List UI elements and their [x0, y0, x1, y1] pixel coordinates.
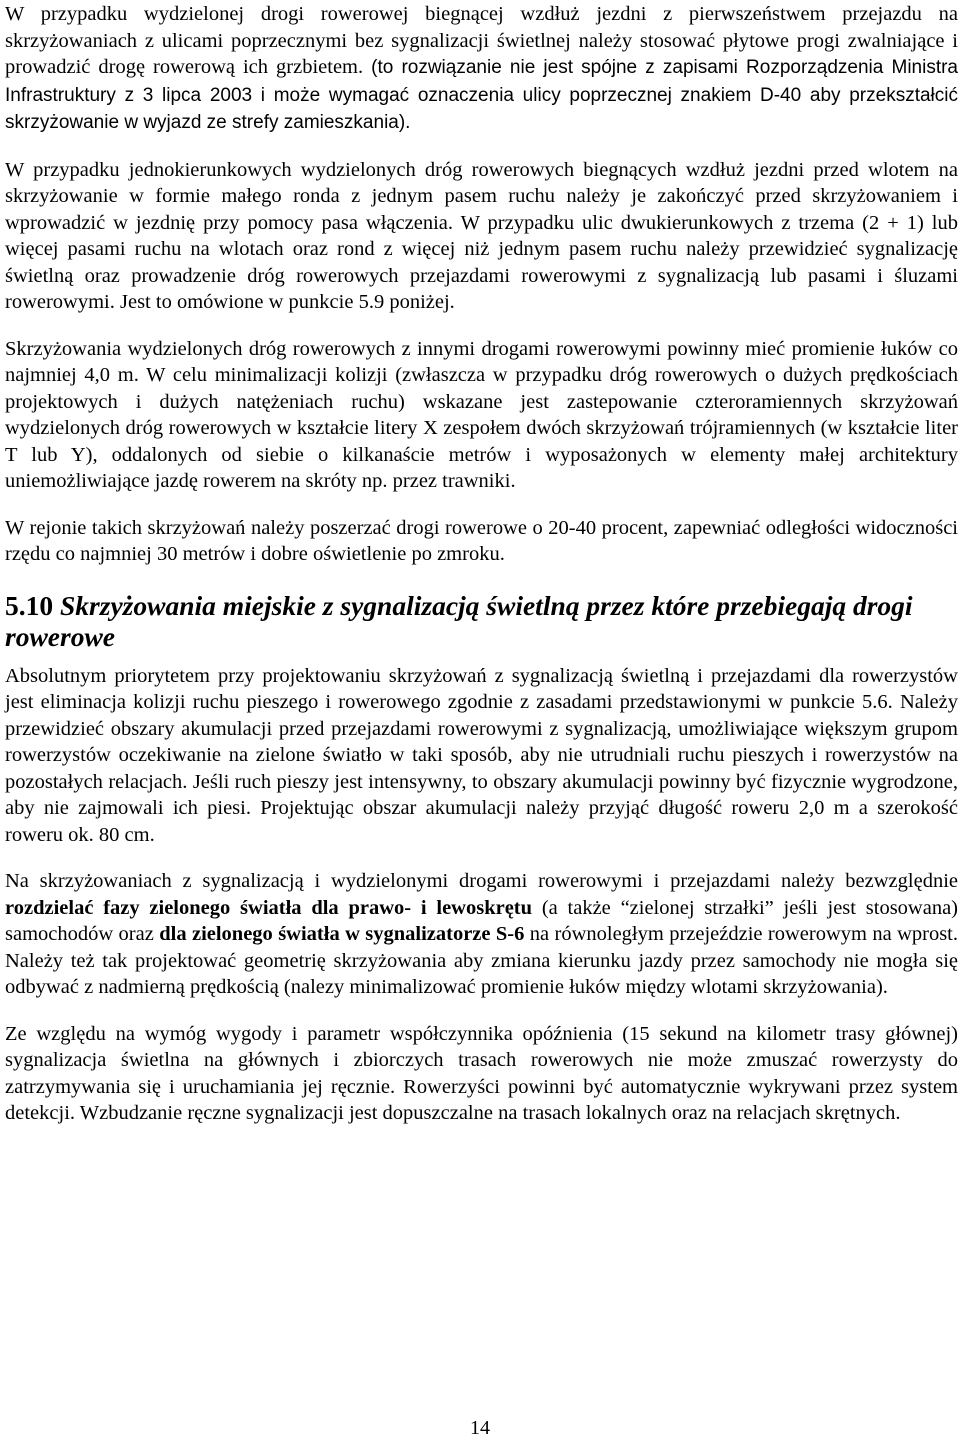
paragraph-2: W przypadku jednokierunkowych wydzielonych dróg rowerowych biegnących wzdłuż jezdni przed wlotem na skrzyżowanie w formie małego ronda z jednym pasem ruchu należy je zakończyć przed skrzyżowaniem i wprowadzić w jezdnię przy pomocy pasa włączenia. W przypadku ulic dwukierunkowych z trzema (2 + 1) lub więcej pasami ruchu na wlotach oraz rond z więcej niż jednym pasem ruchu należy przewidzieć sygnalizację świetlną oraz prowadzenie dróg rowerowych przejazdami rowerowymi z sygnalizacją lub pasami i śluzami rowerowymi. Jest to omówione w punkcie 5.9 poniżej. [5, 158, 958, 313]
paragraph-7: Ze względu na wymóg wygody i parametr współczynnika opóźnienia (15 sekund na kilometr trasy głównej) sygnalizacja świetlna na głównych i zbiorczych trasach rowerowych nie może zmuszać rowerzysty do zatrzymywania się i uruchamiania jej ręcznie. Rowerzyści powinni być automatycznie wykrywani przez system detekcji. Wzbudzanie ręczne sygnalizacji jest dopuszczalne na trasach lokalnych oraz na relacjach skrętnych. [5, 1022, 958, 1124]
paragraph-6-part-a: Na skrzyżowaniach z sygnalizacją i wydzielonymi drogami rowerowymi i przejazdami należy bezwzględnie [5, 870, 958, 892]
section-title: Skrzyżowania miejskie z sygnalizacją świetlną przez które przebiegają drogi rowerowe [5, 589, 913, 652]
paragraph-5: Absolutnym priorytetem przy projektowaniu skrzyżowań z sygnalizacją świetlną i przejazdami dla rowerzystów jest eliminacja kolizji ruchu pieszego i rowerowego zgodnie z zasadami przedstawionymi w punkcie 5.6. Należy przewidzieć obszary akumulacji przed przejazdami rowerowymi z sygnalizacją, umożliwiające większym grupom rowerzystów oczekiwanie na zielone światło w taki sposób, aby nie utrudniali ruchu pieszych i rowerzystów na pozostałych relacjach. Jeśli ruch pieszy jest intensywny, to obszary akumulacji powinny być fizycznie wygrodzone, aby nie zajmowali ich piesi. Projektując obszar akumulacji należy przyjąć długość roweru 2,0 m a szerokość roweru ok. 80 cm. [5, 664, 958, 846]
document-page [5, 0, 958, 1127]
section-heading [5, 590, 958, 652]
paragraph-6 [5, 868, 958, 1001]
paragraph-3: Skrzyżowania wydzielonych dróg rowerowych z innymi drogami rowerowymi powinny mieć promienie łuków co najmniej 4,0 m. W celu minimalizacji kolizji (zwłaszcza w przypadku dróg rowerowych o dużych prędkościach projektowych i dużych natężeniach ruchu) wskazane jest zastepowanie czteroramiennych skrzyżowań wydzielonych dróg rowerowych w kształcie litery X zespołem dwóch skrzyżowań trójramiennych (w kształcie liter T lub Y), oddalonych od siebie o kilkanaście metrów i wyposażonych w elementy małej architektury uniemożliwiające jazdę rowerem na skróty np. przez trawniki. [5, 337, 958, 492]
paragraph-6-part-e: na równoległym przejeździe rowerowym na wprost. Należy też tak projektować geometrię skrzyżowania aby zmiana kierunku jazdy przez samochody nie mogła się odbywać z nadmierną prędkością (nalezy minimalizować promienie łuków między wlotami skrzyżowania). [5, 923, 959, 998]
page-number: 14 [470, 1417, 490, 1439]
section-number: 5.10 [5, 589, 54, 621]
paragraph-6-emphasis-signal: dla zielonego światła w sygnalizatorze S-6 [159, 923, 525, 945]
paragraph-1-main: W przypadku wydzielonej drogi rowerowej biegnącej wzdłuż jezdni z pierwszeństwem przejazdu na skrzyżowaniach z ulicami poprzecznymi bez sygnalizacji świetlnej należy stosować płytowe progi zwalniające i prowadzić drogę rowerową ich grzbietem. [5, 3, 958, 78]
paragraph-6-emphasis-phases: rozdzielać fazy zielonego światła dla prawo- i lewoskrętu [5, 896, 533, 919]
paragraph-4: W rejonie takich skrzyżowań należy poszerzać drogi rowerowe o 20-40 procent, zapewniać odległości widoczności rzędu co najmniej 30 metrów i dobre oświetlenie po zmroku. [5, 516, 958, 565]
paragraph-1-note: (to rozwiązanie nie jest spójne z zapisami Rozporządzenia Ministra Infrastruktury z 3 lipca 2003 i może wymagać oznaczenia ulicy poprzecznej znakiem D-40 aby przekształcić skrzyżowanie w wyjazd ze strefy zamieszkania). [5, 57, 959, 133]
paragraph-1 [5, 1, 958, 137]
paragraph-6-part-c: (a także “zielonej strzałki” jeśli jest stosowana) samochodów oraz [5, 896, 958, 945]
